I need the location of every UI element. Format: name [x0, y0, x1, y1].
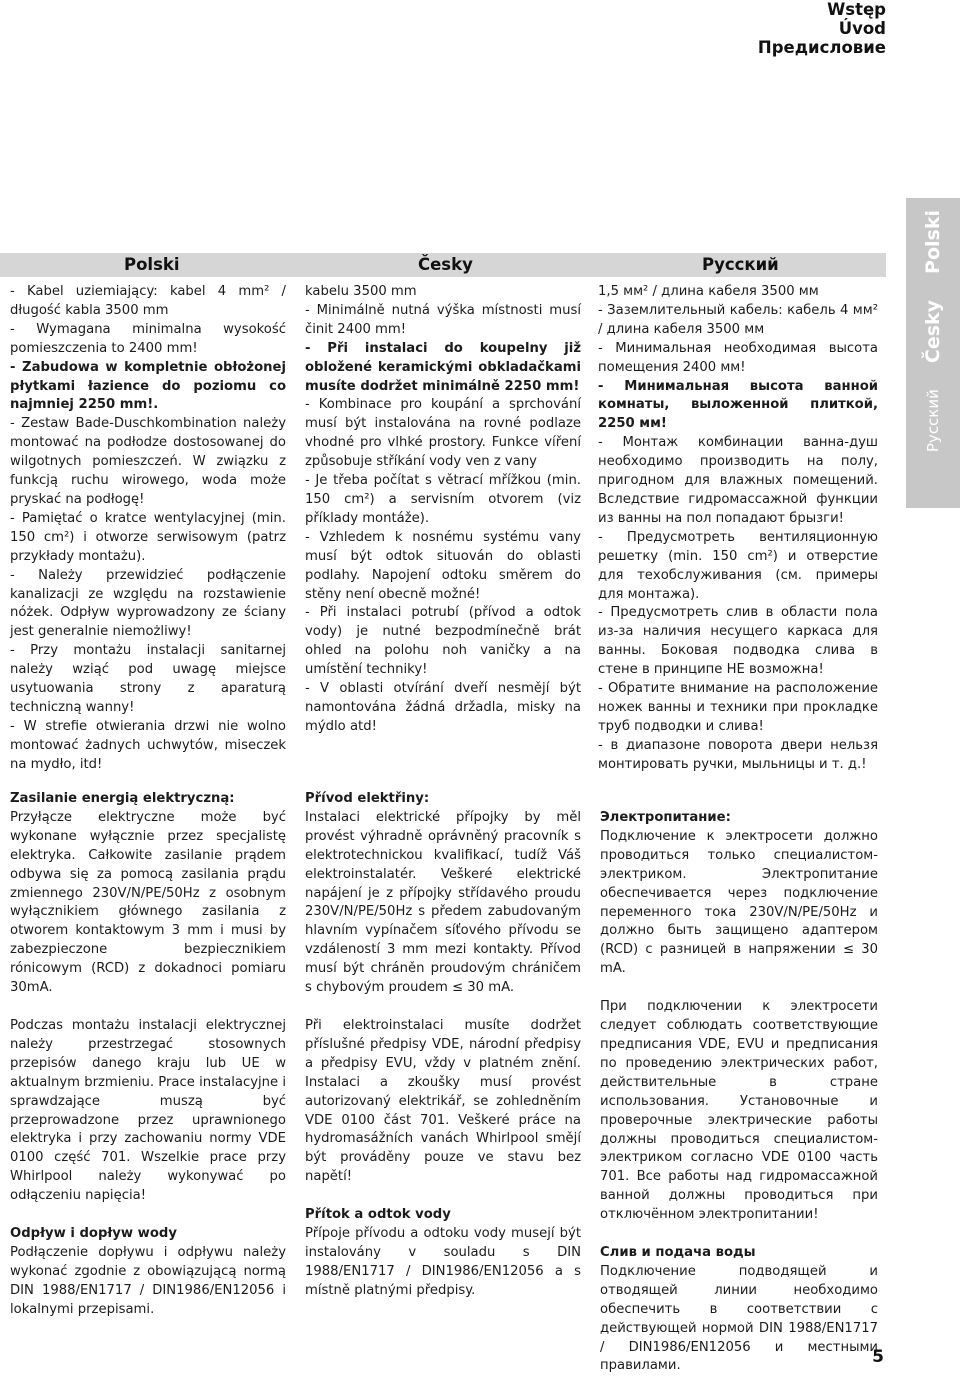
list-item: - Při instalaci potrubí (přívod a odtok vody) je nutné bezpodmínečně brát ohled na polohu noh vaničky a na umístění techniky!: [305, 605, 581, 678]
section-heading: Přívod elektřiny:: [305, 791, 430, 806]
paragraph: Podłączenie dopływu i odpływu należy wykonać zgodnie z obowiązującą normą DIN 1988/EN1717 / DIN1986/EN12056 i lokalnymi przepisami.: [10, 1244, 286, 1317]
side-tab-pl: Polski: [922, 210, 944, 274]
section-heading: Odpływ i dopływ wody: [10, 1226, 177, 1242]
list-item: - Предусмотреть слив в области пола из-за наличия несущего каркаса для ванны. Боковая подводка слива в стене в принципе НЕ возможна!: [598, 605, 878, 678]
list-item: - Обратите внимание на расположение ножек ванны и техники при прокладке труб подводки и слива!: [598, 681, 878, 734]
header-title-ru: Предисловие: [757, 38, 886, 57]
list-item: - Zestaw Bade-Duschkombination należy montować na podłodze dostosowanej do wilgotnych pomieszczeń. W związku z funkcją ruchu wirowego, woda może pryskać na podłogę!: [10, 416, 286, 507]
section-heading: Электропитание:: [600, 810, 731, 825]
section-heading: Zasilanie energią elektryczną:: [10, 791, 235, 806]
list-item: - Kombinace pro koupání a sprchování musí být instalována na rovné podlaze vhodné pro vlhké prostory. Funkce víření způsobuje stříkání vody ven z vany: [305, 397, 581, 470]
paragraph: Подключение к электросети должно проводиться только специалистом-электриком. Электропитание обеспечивается через подключение переменного тока 230V/N/PE/50Hz и должно быть защищено адаптером (RCD) с разницей в напряжении ≤ 30 mA.: [600, 828, 878, 977]
paragraph: Подключение подводящей и отводящей линии необходимо обеспечить в соответствии с действующей нормой DIN 1988/EN1717 / DIN1986/EN12056 и местными правилами.: [600, 1263, 878, 1374]
section-heading: Přítok a odtok vody: [305, 1207, 451, 1223]
list-item: - Предусмотреть вентиляционную решетку (min. 150 cm²) и отверстие для техобслуживания (см. примеры для монтажа).: [598, 529, 878, 602]
list-item: kabelu 3500 mm: [305, 284, 417, 299]
paragraph: Při elektroinstalaci musíte dodržet příslušné předpisy VDE, národní předpisy a předpisy EVU, vždy v platném znění. Instalaci a zkoušky musí provést autorizovaný elektrikář, se zohledněním VDE 0100 část 701. Veškeré práce na hydromasážních vanách Whirlpool smějí být prováděny pouze ve stavu bez napětí!: [305, 1017, 581, 1185]
column-cs-electrical: [305, 790, 581, 1301]
list-item: - Vzhledem k nosnému systému vany musí být odtok situován do oblasti podlahy. Napojení odtoku směrem do stěny není obecně možné!: [305, 529, 581, 602]
column-cs-requirements: [305, 283, 581, 737]
section-heading: Слив и подача воды: [600, 1245, 756, 1261]
language-bar: [0, 253, 886, 277]
list-item: - Монтаж комбинации ванна-душ необходимо производить на полу, пригодном для влажных помещений. Вследствие гидромассажной функции из ванны на пол попадают брызги!: [598, 435, 878, 526]
list-item: - W strefie otwierania drzwi nie wolno montować żadnych uchwytów, miseczek na mydło, itd!: [10, 718, 286, 772]
list-item: - V oblasti otvírání dveří nesmějí být namontována žádná držadla, misky na mýdlo atd!: [305, 681, 581, 734]
paragraph: Přípoje přívodu a odtoku vody musejí být instalovány v souladu s DIN 1988/EN1717 / DIN1986/EN12056 a s místně platnými předpisy.: [305, 1226, 581, 1298]
column-ru-requirements: [598, 283, 878, 775]
side-tab-ru: Русский: [924, 389, 942, 453]
language-side-tab: [906, 198, 960, 508]
list-item: - Przy montażu instalacji sanitarnej należy wziąć pod uwagę miejsce usytuowania strony z aparaturą techniczną wanny!: [10, 643, 286, 715]
paragraph: Podczas montażu instalacji elektrycznej należy przestrzegać stosownych przepisów danego kraju lub UE w aktualnym brzmieniu. Prace instalacyjne i sprawdzające muszą być przeprowadzone przez uprawnionego elektryka i przy zachowaniu normy VDE 0100 część 701. Wszelkie prace przy Whirlpool należy wykonywać po odłączeniu napięcia!: [10, 1017, 287, 1204]
paragraph: При подключении к электросети следует соблюдать соответствующие предписания VDE, EVU и предписания по проведению электрических работ, действительные в стране использования. Установочные и проверочные электрические работы должны проводиться специалистом-электриком согласно VDE 0100 часть 701. Все работы над гидромассажной ванной должны проводиться при отключённом электропитании!: [600, 999, 878, 1223]
column-ru-electrical: [600, 809, 878, 1376]
list-item: - в диапазоне поворота двери нельзя монтировать ручки, мыльницы и т. д.!: [598, 737, 878, 772]
language-label-cs: Česky: [418, 255, 473, 274]
side-tab-cs: Česky: [922, 299, 944, 364]
paragraph: Przyłącze elektryczne może być wykonane wyłącznie przez specjalistę elektryka. Całkowite zasilanie prądem odbywa się za pomocą zasilania prądu zmiennego 230V/N/PE/50Hz z osobnym wyłącznikiem głównego zasilania z otworem kontaktowym 3 mm i musi by zabezpieczone bezpiecznikiem rónicowym (RCD) z dokadnoci pomiaru 30mA.: [10, 809, 286, 996]
list-item: - Заземлительный кабель: кабель 4 мм² / длина кабеля 3500 мм: [598, 302, 878, 337]
language-label-pl: Polski: [124, 255, 180, 274]
list-item: - Je třeba počítat s větrací mřížkou (min. 150 cm²) a servisním otvorem (viz příklady montáže).: [305, 473, 581, 526]
column-pl-requirements: [10, 283, 286, 775]
list-item: - Minimálně nutná výška místnosti musí činit 2400 mm!: [305, 302, 581, 337]
header-title-cs: Úvod: [838, 19, 886, 38]
list-item: - Należy przewidzieć podłączenie kanalizacji ze względu na rozstawienie nóżek. Odpływ wyprowadzony ze ściany jest generalnie niemożliwy!: [10, 567, 286, 640]
list-item: 1,5 мм² / длина кабеля 3500 мм: [598, 284, 819, 299]
header-title-pl: Wstęp: [827, 0, 886, 19]
page-number: 5: [872, 1347, 884, 1367]
list-item: - Pamiętać o kratce wentylacyjnej (min. 150 cm²) i otworze serwisowym (patrz przykłady montażu).: [10, 510, 286, 564]
list-item: - Při instalaci do koupelny již obložené keramickými obkladačkami musíte dodržet minimálně 2250 mm!: [305, 340, 581, 394]
list-item: - Wymagana minimalna wysokość pomieszczenia to 2400 mm!: [10, 321, 286, 356]
column-pl-electrical: [10, 790, 286, 1320]
language-label-ru: Русский: [702, 255, 779, 274]
paragraph: Instalaci elektrické přípojky by měl provést výhradně oprávněný pracovník s elektrotechnickou kvalifikací, tudíž Váš elektroinstalatér. Veškeré elektrické napájení je z přípojky střídavého proudu 230V/N/PE/50Hz s předem zabudovaným hlavním vypínačem síťového přívodu se vzdáleností 3 mm mezi kontakty. Přívod musí být chráněn proudovým chráničem s chybovým proudem ≤ 30 mA.: [305, 809, 581, 996]
list-item: - Kabel uziemiający: kabel 4 mm² / długość kabla 3500 mm: [10, 284, 286, 318]
list-item: - Zabudowa w kompletnie obłożonej płytkami łazience do poziomu co najmniej 2250 mm!.: [10, 359, 286, 413]
list-item: - Минимальная высота ванной комнаты, выложенной плиткой, 2250 мм!: [598, 378, 878, 432]
page-header: [758, 0, 886, 57]
list-item: - Минимальная необходимая высота помещения 2400 мм!: [598, 340, 878, 375]
